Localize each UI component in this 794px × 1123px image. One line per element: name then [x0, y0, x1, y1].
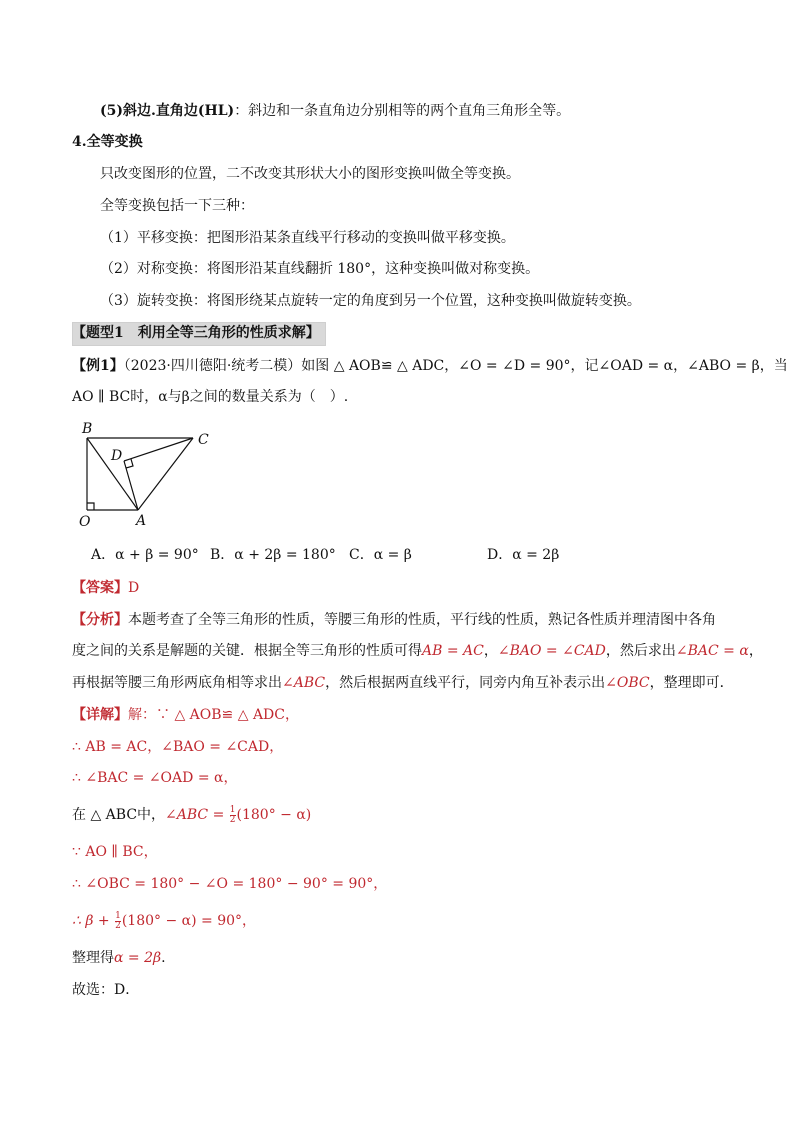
option-a: A．α + β = 90° — [91, 547, 199, 563]
segment-CD — [124, 438, 193, 461]
analysis-text-2d: ， — [748, 643, 763, 659]
analysis-text-3c: ，整理即可． — [649, 675, 734, 691]
analysis-line-1 — [72, 610, 716, 630]
math-ab-ac: AB = AC — [422, 643, 484, 659]
math-angle-bac: ∠BAC = α — [675, 643, 749, 659]
math-angle-abc: ∠ABC — [282, 675, 326, 691]
step-5: ∴ ∠OBC = 180° − ∠O = 180° − 90° = 90°， — [72, 876, 388, 892]
section4-item-1: （1）平移变换：把图形沿某条直线平行移动的变换叫做平移变换。 — [100, 230, 515, 246]
point-label-B: B — [82, 421, 93, 437]
step-7 — [72, 948, 166, 968]
section4-p1: 只改变图形的位置，二不改变其形状大小的图形变换叫做全等变换。 — [100, 166, 520, 182]
rule5-label: (5)斜边.直角边(HL) — [100, 103, 235, 119]
fraction-half-2 — [115, 912, 121, 931]
math-angle-equal: ∠BAO = ∠CAD — [497, 643, 606, 659]
step-2: ∴ ∠BAC = ∠OAD = α， — [72, 770, 238, 786]
example-source: （2023·四川德阳·统考二模） — [123, 358, 302, 374]
example-line-1 — [72, 356, 788, 376]
step-3-angle: ∠ABC = — [165, 807, 229, 823]
section4-title: 4.全等变换 — [72, 134, 143, 150]
analysis-label: 【分析】 — [72, 612, 128, 628]
example-line1-rest: 如图 △ AOB≌ △ ADC，∠O = ∠D = 90°，记∠OAD = α，∠ABO = β，当 — [301, 358, 788, 374]
fraction-half-1 — [230, 806, 236, 825]
analysis-text-1: 本题考查了全等三角形的性质，等腰三角形的性质，平行线的性质，熟记各性质并理清图中各角 — [128, 612, 716, 628]
step-6 — [72, 911, 256, 931]
segment-DA — [124, 461, 138, 510]
step-4: ∵ AO ∥ BC， — [72, 844, 158, 860]
analysis-text-3a: 再根据等腰三角形两底角相等求出 — [72, 675, 282, 691]
fraction-1-den: 2 — [229, 814, 236, 825]
detail-lead: 解：∵ △ AOB≌ △ ADC， — [128, 707, 299, 723]
step-1: ∴ AB = AC，∠BAO = ∠CAD， — [72, 739, 284, 755]
analysis-text-2c: ，然后求出 — [605, 643, 676, 659]
step-7-end: . — [161, 950, 166, 966]
analysis-text-3b: ，然后根据两直线平行，同旁内角互补表示出 — [325, 675, 606, 691]
step-6-prefix: ∴ β + — [72, 913, 115, 929]
example-line-2: AO ∥ BC时，α与β之间的数量关系为（ ）. — [72, 389, 349, 405]
math-angle-obc: ∠OBC — [605, 675, 650, 691]
analysis-line-3 — [72, 673, 734, 693]
type-title: 【题型1 利用全等三角形的性质求解】 — [72, 325, 320, 341]
rule5-text: ：斜边和一条直角边分别相等的两个直角三角形全等。 — [234, 103, 571, 119]
analysis-text-2a: 度之间的关系是解题的关键．根据全等三角形的性质可得 — [72, 643, 422, 659]
fraction-2-num: 1 — [115, 910, 121, 921]
segment-CA — [138, 438, 193, 510]
fraction-2-den: 2 — [115, 920, 121, 931]
section4-item-3: （3）旋转变换：将图形绕某点旋转一定的角度到另一个位置，这种变换叫做旋转变换。 — [100, 293, 641, 309]
option-b: B．α + 2β = 180° — [210, 547, 336, 563]
step-7-result: α = 2β — [114, 950, 162, 966]
step-3-prefix: 在 △ ABC中， — [72, 807, 166, 823]
point-label-O: O — [79, 514, 91, 530]
geometry-figure — [70, 416, 220, 531]
option-c: C．α = β — [349, 547, 412, 563]
answer-value: D — [128, 580, 140, 596]
analysis-line-2 — [72, 641, 763, 661]
point-label-C: C — [198, 432, 209, 448]
step-8: 故选：D． — [72, 982, 140, 998]
right-angle-O — [87, 503, 94, 510]
fraction-1-num: 1 — [229, 804, 236, 815]
point-label-D: D — [111, 448, 123, 464]
point-label-A: A — [136, 513, 147, 529]
option-d: D．α = 2β — [487, 547, 560, 563]
example-label: 【例1】 — [72, 358, 124, 374]
detail-line — [72, 705, 299, 725]
answer-label: 【答案】 — [72, 580, 128, 596]
rule5-line — [100, 101, 570, 121]
step-6-rest: (180° − α) = 90°， — [121, 913, 257, 929]
section4-item-2: （2）对称变换：将图形沿某直线翻折 180°，这种变换叫做对称变换。 — [100, 261, 540, 277]
analysis-text-2b: ， — [483, 643, 498, 659]
step-7-prefix: 整理得 — [72, 950, 114, 966]
answer-line — [72, 578, 139, 598]
step-3 — [72, 805, 311, 825]
detail-label: 【详解】 — [72, 707, 128, 723]
step-3-paren: (180° − α) — [236, 807, 312, 823]
section4-p2: 全等变换包括一下三种： — [100, 198, 254, 214]
